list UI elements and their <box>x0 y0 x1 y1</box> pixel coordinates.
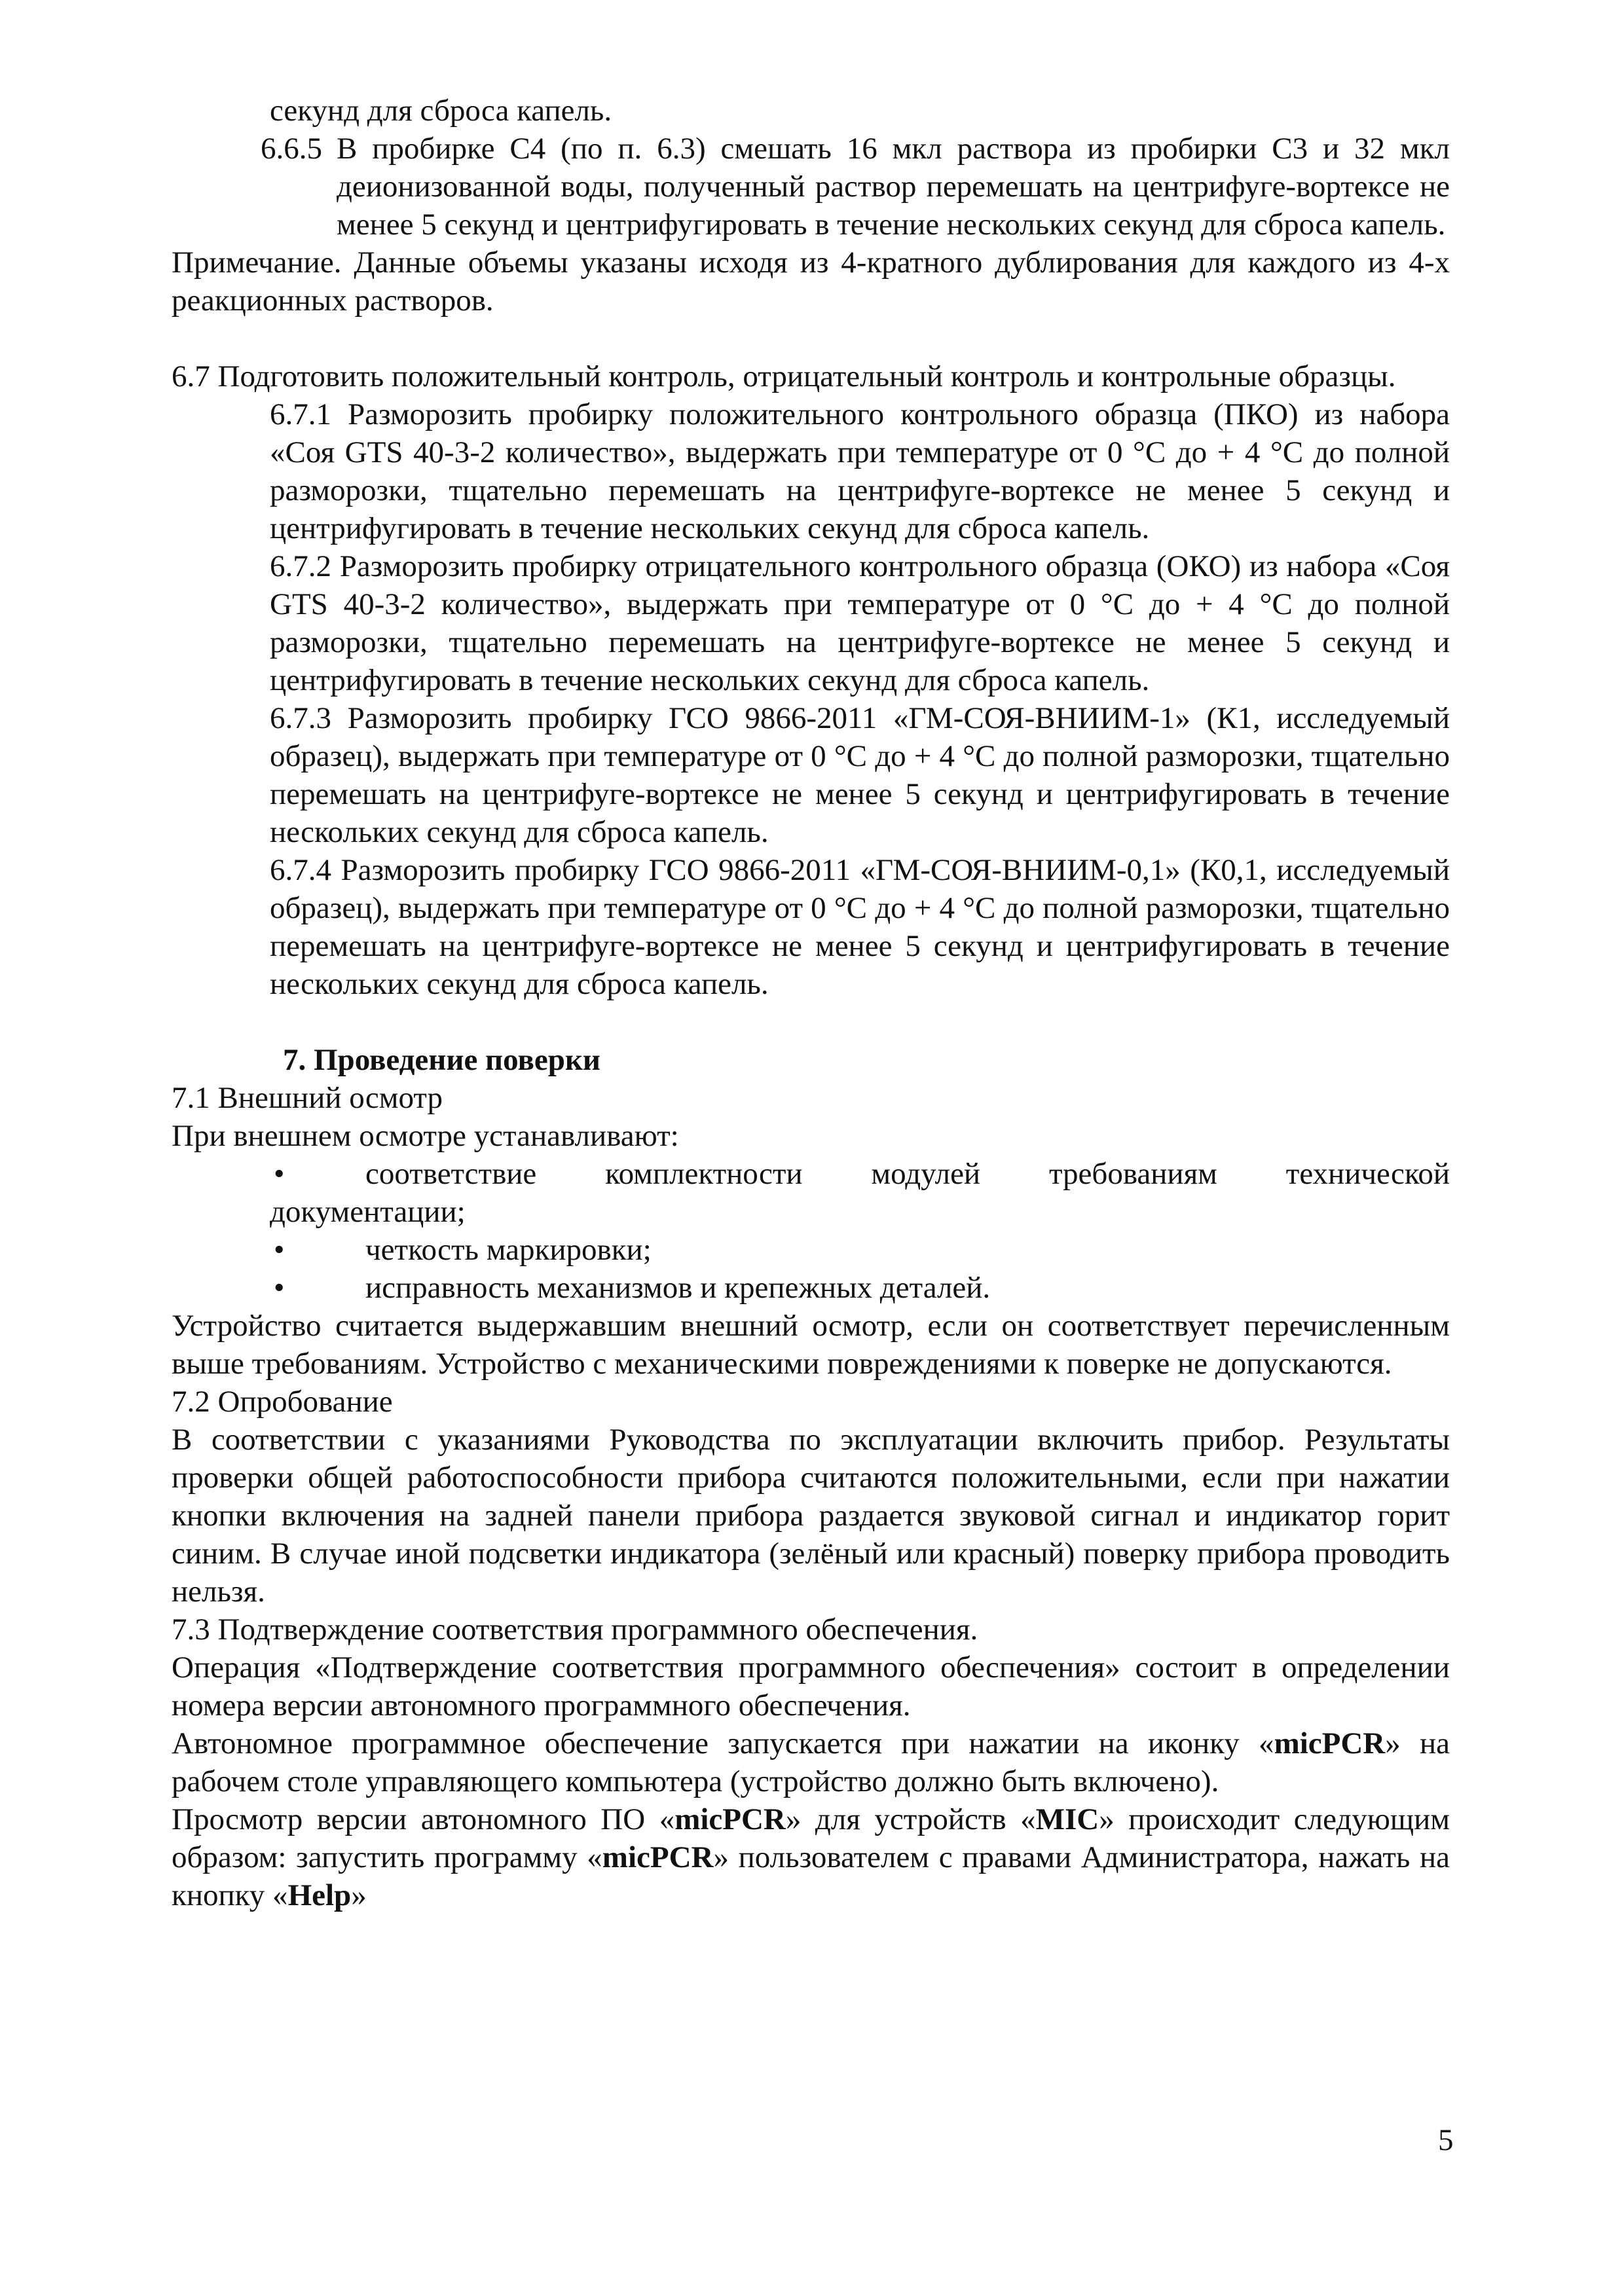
bullet-item <box>265 1231 1450 1269</box>
page-content <box>172 92 1450 1914</box>
program-name: micPCR <box>1274 1726 1386 1760</box>
bullet-marker: • <box>274 1271 285 1305</box>
clause-6-7: 6.7 Подготовить положительный контроль, отрицательный контроль и контрольные образцы. <box>172 359 1396 393</box>
testing-paragraph: В соответствии с указаниями Руководства по эксплуатации включить прибор. Результаты проверки общей работоспособности прибора считаются положительными, если при нажатии кнопки включения на задней панели прибора раздается звуковой сигнал и индикатор горит синим. В случае иной подсветки индикатора (зелёный или красный) поверку прибора проводить нельзя. <box>172 1423 1450 1609</box>
bullet-marker: • <box>274 1233 285 1267</box>
program-name: micPCR <box>674 1802 786 1836</box>
clause-6-7-1: 6.7.1 Разморозить пробирку положительного контрольного образца (ПКО) из набора «Соя GTS 40-3-2 количество», выдержать при температуре от 0 °С до + 4 °С до полной разморозки, тщательно перемешать на центрифуге-вортексе не менее 5 секунд и центрифугировать в течение нескольких секунд для сброса капель. <box>270 397 1450 545</box>
clause-6-7-4: 6.7.4 Разморозить пробирку ГСО 9866-2011 «ГМ-СОЯ-ВНИИМ-0,1» (К0,1, исследуемый образец), выдержать при температуре от 0 °С до + 4 °С до полной разморозки, тщательно перемешать на центрифуге-вортексе не менее 5 секунд и центрифугировать в течение нескольких секунд для сброса капель. <box>270 853 1450 1001</box>
clause-6-7-3: 6.7.3 Разморозить пробирку ГСО 9866-2011 «ГМ-СОЯ-ВНИИМ-1» (К1, исследуемый образец), выдержать при температуре от 0 °С до + 4 °С до полной разморозки, тщательно перемешать на центрифуге-вортексе не менее 5 секунд и центрифугировать в течение нескольких секунд для сброса капель. <box>270 701 1450 849</box>
bullet-item <box>265 1155 1450 1193</box>
section-heading-7: 7. Проведение поверки <box>283 1043 601 1077</box>
note-paragraph: Примечание. Данные объемы указаны исходя из 4-кратного дублирования для каждого из 4-х реакционных растворов. <box>172 246 1450 318</box>
bullet-text-continuation: документации; <box>270 1195 466 1229</box>
bullet-text: четкость маркировки; <box>365 1233 652 1267</box>
device-name: MIC <box>1035 1802 1099 1836</box>
bullet-item <box>265 1269 1450 1307</box>
subsection-7-3: 7.3 Подтверждение соответствия программного обеспечения. <box>172 1613 978 1647</box>
button-name: Help <box>287 1878 352 1912</box>
bullet-marker: • <box>274 1157 285 1191</box>
subsection-7-1: 7.1 Внешний осмотр <box>172 1081 443 1115</box>
software-operation-paragraph: Операция «Подтверждение соответствия программного обеспечения» состоит в определении номера версии автономного программного обеспечения. <box>172 1650 1450 1722</box>
inspection-conclusion: Устройство считается выдержавшим внешний осмотр, если он соответствует перечисленным выше требованиям. Устройство с механическими повреждениями к поверке не допускаются. <box>172 1309 1450 1381</box>
version-check-paragraph: Просмотр версии автономного ПО «micPCR» для устройств «MIC» происходит следующим образом: запустить программу «micPCR» пользователем с правами Администратора, нажать на кнопку «Help» <box>172 1802 1450 1912</box>
page-number: 5 <box>1438 2123 1454 2157</box>
subsection-7-2: 7.2 Опробование <box>172 1385 393 1419</box>
inspection-intro: При внешнем осмотре устанавливают: <box>172 1119 679 1153</box>
software-launch-paragraph: Автономное программное обеспечение запускается при нажатии на иконку «micPCR» на рабочем столе управляющего компьютера (устройство должно быть включено). <box>172 1726 1450 1798</box>
bullet-text: исправность механизмов и крепежных деталей. <box>365 1271 991 1305</box>
clause-6-6-5 <box>261 130 1450 244</box>
clause-6-7-2: 6.7.2 Разморозить пробирку отрицательного контрольного образца (ОКО) из набора «Соя GTS 40-3-2 количество», выдержать при температуре от 0 °С до + 4 °С до полной разморозки, тщательно перемешать на центрифуге-вортексе не менее 5 секунд и центрифугировать в течение нескольких секунд для сброса капель. <box>270 549 1450 697</box>
clause-text: В пробирке С4 (по п. 6.3) смешать 16 мкл раствора из пробирки С3 и 32 мкл деионизованной воды, полученный раствор перемешать на центрифуге-вортексе не менее 5 секунд и центрифугировать в течение нескольких секунд для сброса капель. <box>337 132 1450 242</box>
continued-paragraph: секунд для сброса капель. <box>270 94 612 128</box>
clause-number: 6.6.5 <box>261 132 322 166</box>
program-name: micPCR <box>602 1840 714 1874</box>
bullet-text: соответствие комплектности модулей требованиям технической <box>365 1157 1450 1191</box>
